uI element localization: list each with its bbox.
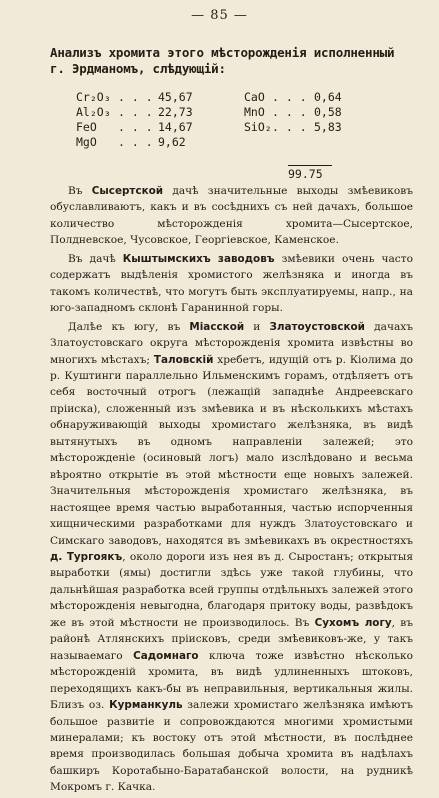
analysis-dots: . . . xyxy=(118,105,153,119)
analysis-dots: . . . xyxy=(272,90,307,104)
place-name: д. Тургоякъ xyxy=(50,550,123,563)
place-name: Златоустовской xyxy=(269,320,365,333)
analysis-dots: . . . xyxy=(272,120,307,134)
analysis-formula: Cr₂O₃ xyxy=(76,90,111,104)
paragraph-text: , въ районѣ Атлянскихъ пріисковъ, среди змѣевиковъ-же, у такъ называемаго xyxy=(50,616,414,662)
paragraph-text: Въ xyxy=(68,185,92,197)
paragraph xyxy=(50,183,413,249)
analysis-formula: CaO xyxy=(244,90,265,104)
paragraph-text: и xyxy=(244,320,270,333)
paragraph-text: хребетъ, идущій отъ р. Кіолима до р. Куштинги параллельно Ильменскимъ горамъ, отдѣляетъ отъ себя восточный отрогъ (лежащій западнѣе Андреевскаго пріиска), сложенный изъ змѣевика и въ нѣсколькихъ мѣстахъ обнаруживающій выходы хромистаго желѣзняка, въ видѣ вытянутыхъ въ одномъ направленіи залежей; это мѣсторожденіе (осиновый логъ) мало изслѣдовано и весьма вѣроятно открытіе въ этой мѣстности еще новыхъ залежей. Значительныя мѣсторожденія хромистаго желѣзняка, въ настоящее время частью выработанныя, частью испорченныя хищническими разработками для нуждъ Златоустовскаго и Симскаго заводовъ, находятся въ змѣевикахъ въ окрестностяхъ xyxy=(50,353,413,547)
place-name: Сухомъ логу xyxy=(314,616,392,629)
body-text xyxy=(50,183,413,798)
paragraph-text: змѣевики очень часто содержатъ выдѣленія хромистого желѣзняка и иногда въ такомъ количествѣ, что могутъ быть эксплуатируемы, напр., на юго-западномъ склонѣ Гаранинной горы. xyxy=(50,252,413,315)
analysis-row xyxy=(76,135,376,150)
analysis-table xyxy=(76,90,376,150)
place-name: Курманкуль xyxy=(109,699,183,712)
paragraph-text: Далѣе къ югу, въ xyxy=(68,320,190,333)
analysis-row xyxy=(76,105,376,120)
analysis-formula: FeO xyxy=(76,120,97,134)
analysis-row xyxy=(76,90,376,105)
analysis-value: 45,67 xyxy=(158,90,193,104)
paragraph-text: Въ дачѣ xyxy=(68,252,123,265)
analysis-total: 99.75 xyxy=(288,165,332,181)
analysis-value: 22,73 xyxy=(158,105,193,119)
analysis-value: 0,64 xyxy=(314,90,342,104)
paragraph-text: дачѣ значительные выходы змѣевиковъ обуславливаютъ, какъ и въ сосѣднихъ съ ней дачахъ, большое количество мѣсторожденія хромита—Сысертское, Полдневское, Чусовское, Георгіевское, Каменское. xyxy=(50,185,413,247)
analysis-value: 14,67 xyxy=(158,120,193,134)
paragraph xyxy=(50,319,413,796)
paragraph-text: , около дороги изъ нея въ д. Сыростанъ; открытыя выработки (ямы) достигли здѣсь уже такой глубины, что дальнѣйшая разработка всей группы отдѣльныхъ залежей этого мѣсторожденія невыгодна, благодаря притоку воды, развѣдокъ же въ этой мѣстности не производилось. Въ xyxy=(50,550,413,629)
analysis-row xyxy=(76,120,376,135)
paragraph-text: ключа тоже извѣстно нѣсколько мѣсторожденій хромита, въ видѣ удлиненныхъ штоковъ, переходящихъ какъ-бы въ неправильныя, вертикальныя жилы. Близъ оз. xyxy=(50,649,413,712)
place-name: Таловскій xyxy=(153,353,214,366)
paragraph-text: дачахъ Златоустовскаго округа мѣсторожденія хромита извѣстны во многихъ мѣстахъ; xyxy=(50,320,414,366)
place-name: Сысертской xyxy=(91,185,164,197)
analysis-formula: Al₂O₃ xyxy=(76,105,111,119)
analysis-formula: SiO₂ xyxy=(244,120,272,134)
analysis-value: 0,58 xyxy=(314,105,342,119)
place-name: Міасской xyxy=(189,320,245,333)
analysis-formula: MnO xyxy=(244,105,265,119)
analysis-dots: . . . xyxy=(272,105,307,119)
page-number: — 85 — xyxy=(191,8,248,23)
analysis-dots: . . . xyxy=(118,90,153,104)
analysis-formula: MgO xyxy=(76,135,97,149)
paragraph xyxy=(50,251,413,317)
paragraph-text: залежи хромистаго желѣзняка имѣютъ большое развитіе и сопровождаются многими хромистыми минералами; къ востоку отъ этой мѣстности, въ послѣднее время производилась большая добыча хромита въ надѣлахъ башкиръ Коротабыно-Баратабанской волости, на рудникѣ Мокромъ г. Качка. xyxy=(50,699,413,794)
analysis-heading: Анализъ хромита этого мѣсторожденія исполненный г. Эрдманомъ, слѣдующій: xyxy=(50,45,395,76)
analysis-value: 5,83 xyxy=(314,120,342,134)
place-name: Садомнаго xyxy=(133,649,199,662)
analysis-dots: . . . xyxy=(118,120,153,134)
place-name: Кыштымскихъ заводовъ xyxy=(122,252,275,265)
analysis-dots: . . . xyxy=(118,135,153,149)
analysis-value: 9,62 xyxy=(158,135,186,149)
